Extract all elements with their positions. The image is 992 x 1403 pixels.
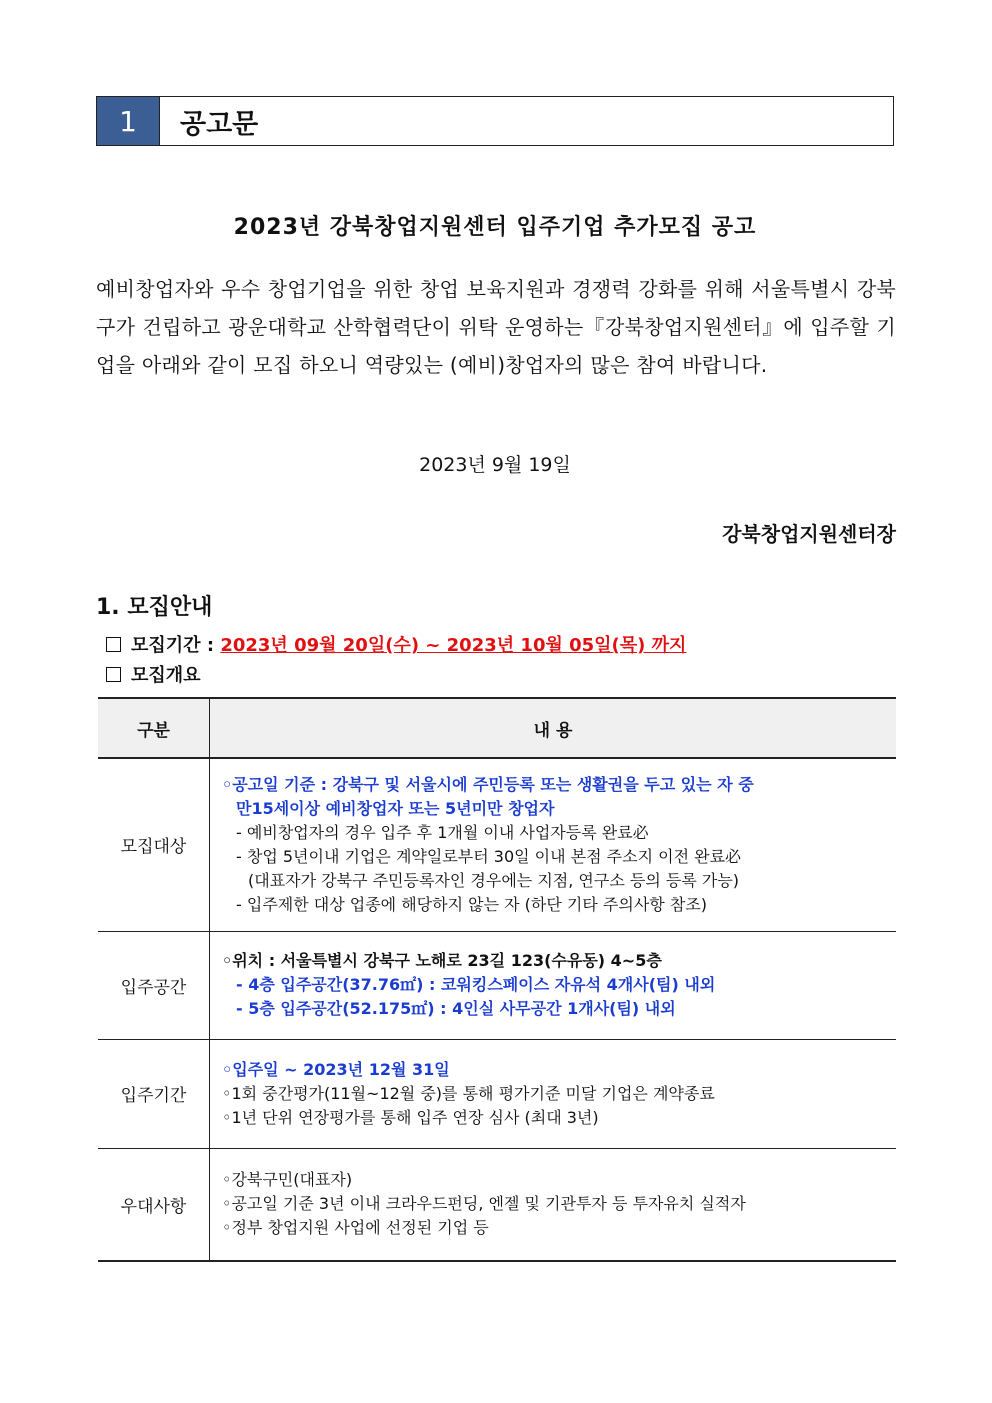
table-header-row [98,698,896,758]
content-line: ◦정부 창업지원 사업에 선정된 기업 등 [222,1218,489,1238]
content-line: ◦강북구민(대표자) [222,1170,353,1190]
section-number: 1 [97,97,159,145]
row-content [210,1148,897,1261]
document-title: 2023년 강북창업지원센터 입주기업 추가모집 공고 [233,215,757,240]
header-content: 내 용 [210,698,897,758]
content-line: ◦입주일 ~ 2023년 12월 31일 [222,1059,450,1079]
period-label: 모집기간 : [131,635,215,656]
announcement-date: 2023년 9월 19일 [419,454,571,476]
content-line: ◦공고일 기준 3년 이내 크라우드펀딩, 엔젤 및 기관투자 등 투자유치 실적자 [222,1194,746,1214]
table-row [98,931,896,1039]
recruitment-period [106,631,686,657]
content-line: - 5층 입주공간(52.175㎡) : 4인실 사무공간 1개사(팀) 내외 [236,999,676,1018]
section-header-title: 공고문 [159,97,893,145]
recruitment-section-title: 1. 모집안내 [96,595,213,620]
table-row [98,1039,896,1148]
content-line: ◦1회 중간평가(11월~12월 중)를 통해 평가기준 미달 기업은 계약종료 [222,1083,715,1103]
content-line: ◦공고일 기준 : 강북구 및 서울시에 주민등록 또는 생활권을 두고 있는 자 중 [222,774,754,794]
content-line: (대표자가 강북구 주민등록자인 경우에는 지점, 연구소 등의 등록 가능) [248,870,740,890]
row-label: 모집대상 [98,758,210,931]
content-line: ◦위치 : 서울특별시 강북구 노해로 23길 123(수유동) 4~5층 [222,951,662,970]
table-row [98,1148,896,1261]
row-content [210,931,897,1039]
row-label: 입주공간 [98,931,210,1039]
row-label: 입주기간 [98,1039,210,1148]
row-content [210,758,897,931]
recruitment-overview [106,661,201,687]
row-content [210,1039,897,1148]
content-line: - 입주제한 대상 업종에 해당하지 않는 자 (하단 기타 주의사항 참조) [236,894,707,914]
square-bullet-icon [106,667,121,682]
content-line: - 4층 입주공간(37.76㎡) : 코워킹스페이스 자유석 4개사(팀) 내외 [236,975,716,994]
signer: 강북창업지원센터장 [722,522,896,546]
content-line: ◦1년 단위 연장평가를 통해 입주 연장 심사 (최대 3년) [222,1107,599,1127]
section-header [96,96,894,146]
content-line: - 예비창업자의 경우 입주 후 1개월 이내 사업자등록 완료必 [236,822,649,842]
square-bullet-icon [106,637,121,652]
content-line: 만15세이상 예비창업자 또는 5년미만 창업자 [236,798,555,818]
period-value: 2023년 09월 20일(수) ~ 2023년 10월 05일(목) 까지 [220,635,687,656]
row-label: 우대사항 [98,1148,210,1261]
table-row [98,758,896,931]
content-line: - 창업 5년이내 기업은 계약일로부터 30일 이내 본점 주소지 이전 완료必 [236,846,742,866]
overview-table [98,697,896,1262]
header-category: 구분 [98,698,210,758]
intro-paragraph: 예비창업자와 우수 창업기업을 위한 창업 보육지원과 경쟁력 강화를 위해 서울특별시 강북구가 건립하고 광운대학교 산학협력단이 위탁 운영하는『강북창업지원센터』에 입주할 기업을 아래와 같이 모집 하오니 역량있는 (예비)창업자의 많은 참여 바랍니다. [96,277,896,377]
overview-label: 모집개요 [131,665,201,686]
